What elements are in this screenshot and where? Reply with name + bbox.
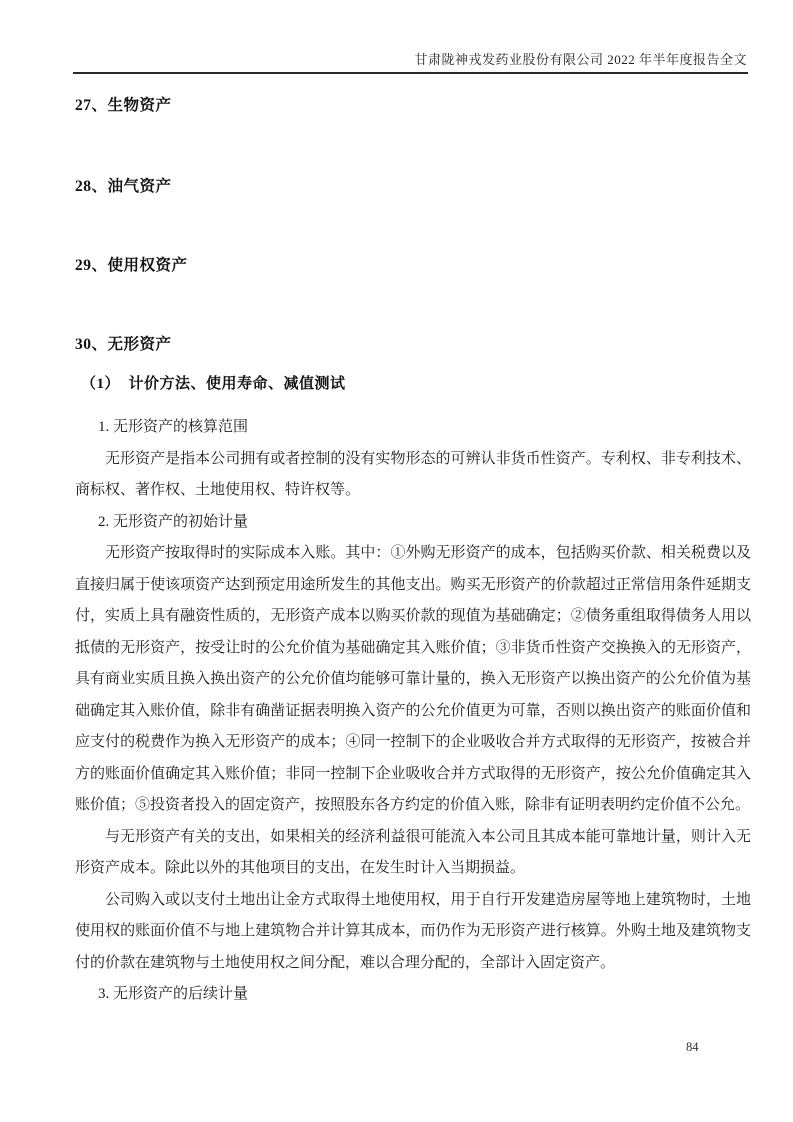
heading-30-intangible-assets: 30、无形资产 [75, 336, 172, 353]
list-item-initial-measurement: 2. 无形资产的初始计量 [98, 513, 249, 530]
heading-28-oil-gas-assets: 28、油气资产 [75, 178, 172, 195]
subsection-heading-valuation-method: （1） 计价方法、使用寿命、减值测试 [81, 376, 346, 392]
paragraph-intangible-definition: 无形资产是指本公司拥有或者控制的没有实物形态的可辨认非货币性资产。专利权、非专利技术、商标权、著作权、土地使用权、特许权等。 [75, 450, 751, 498]
body-text [75, 412, 751, 1011]
heading-29-right-of-use-assets: 29、使用权资产 [75, 257, 188, 274]
heading-27-biological-assets: 27、生物资产 [75, 97, 172, 114]
paragraph-land-use-right: 公司购入或以支付土地出让金方式取得土地使用权，用于自行开发建造房屋等地上建筑物时，土地使用权的账面价值不与地上建筑物合并计算其成本，而仍作为无形资产进行核算。外购土地及建筑物支付的价款在建筑物与土地使用权之间分配，难以合理分配的，全部计入固定资产。 [75, 891, 751, 971]
page-number: 84 [686, 1040, 699, 1054]
list-item-accounting-scope: 1. 无形资产的核算范围 [98, 419, 249, 435]
header-title: 甘肃陇神戎发药业股份有限公司 2022 年半年度报告全文 [414, 52, 747, 67]
list-item-subsequent-measurement: 3. 无形资产的后续计量 [98, 986, 249, 1002]
page-header [73, 0, 748, 74]
paragraph-related-expenditure: 与无形资产有关的支出，如果相关的经济利益很可能流入本公司且其成本能可靠地计量，则计入无形资产成本。除此以外的其他项目的支出，在发生时计入当期损益。 [75, 828, 751, 876]
paragraph-initial-measurement-detail: 无形资产按取得时的实际成本入账。其中：①外购无形资产的成本，包括购买价款、相关税费以及直接归属于使该项资产达到预定用途所发生的其他支出。购买无形资产的价款超过正常信用条件延期支付，实质上具有融资性质的，无形资产成本以购买价款的现值为基础确定；②债务重组取得债务人用以抵债的无形资产，按受让时的公允价值为基础确定其入账价值；③非货币性资产交换换入的无形资产，具有商业实质且换入换出资产的公允价值均能够可靠计量的，换入无形资产以换出资产的公允价值为基础确定其入账价值，除非有确凿证据表明换入资产的公允价值更为可靠，否则以换出资产的账面价值和应支付的税费作为换入无形资产的成本；④同一控制下的企业吸收合并方式取得的无形资产，按被合并方的账面价值确定其入账价值；非同一控制下企业吸收合并方式取得的无形资产，按公允价值确定其入账价值；⑤投资者投入的固定资产，按照股东各方约定的价值入账，除非有证明表明约定价值不公允。 [75, 545, 751, 813]
